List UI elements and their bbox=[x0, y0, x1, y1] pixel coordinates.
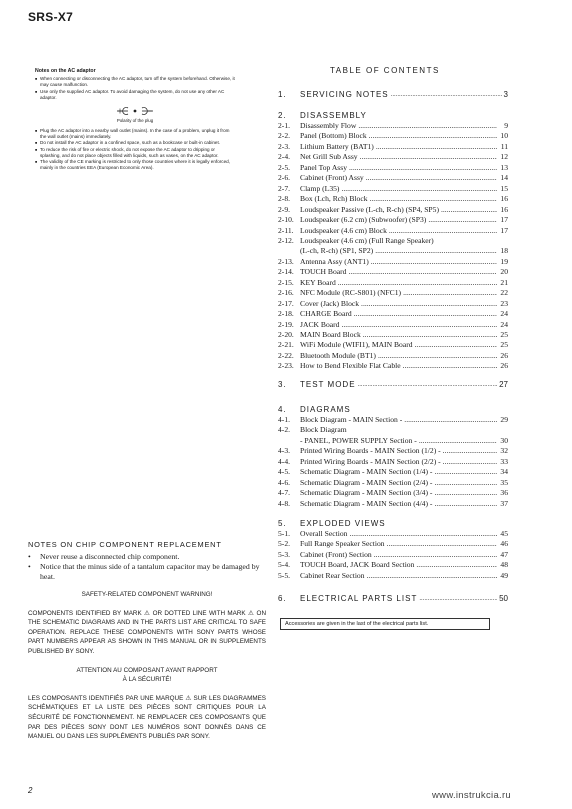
polarity-caption: Polarity of the plug bbox=[116, 117, 154, 123]
toc-num: 2-12. bbox=[278, 235, 294, 245]
ac-bullet: ■ When connecting or disconnecting the AC adaptor, turn off the system beforehand. Otherwise, it may cause malfunction. bbox=[35, 76, 235, 88]
toc-leader bbox=[387, 539, 497, 549]
toc-title-text: Net Grill Sub Assy bbox=[300, 152, 358, 162]
toc-row bbox=[278, 299, 508, 309]
toc-leader bbox=[349, 529, 497, 539]
toc-page: 3 bbox=[503, 90, 508, 99]
toc-leader bbox=[434, 499, 497, 509]
toc-page: 14 bbox=[500, 173, 508, 183]
toc-title-text: Antenna Assy (ANT1) bbox=[300, 256, 369, 266]
toc-num: 2-7. bbox=[278, 183, 291, 193]
toc-num: 5-1. bbox=[278, 529, 291, 538]
toc-title-text: CHARGE Board bbox=[300, 309, 352, 319]
toc-page: 13 bbox=[500, 162, 508, 172]
toc-row bbox=[278, 488, 508, 498]
toc-page: 18 bbox=[500, 246, 508, 256]
ac-bullets-bottom bbox=[35, 128, 235, 172]
toc-page: 48 bbox=[500, 560, 508, 570]
toc-page: 24 bbox=[500, 309, 508, 319]
toc-title-text: EXPLODED VIEWS bbox=[300, 519, 386, 528]
toc-page: 11 bbox=[500, 141, 508, 151]
toc-page: 16 bbox=[500, 194, 508, 204]
toc-leader bbox=[354, 309, 497, 319]
toc-num: 2-17. bbox=[278, 298, 294, 308]
toc-page: 36 bbox=[500, 488, 508, 498]
toc-page: 25 bbox=[500, 340, 508, 350]
toc-num: 4-7. bbox=[278, 488, 291, 498]
toc-num: 2-18. bbox=[278, 309, 294, 319]
toc-row bbox=[278, 309, 508, 319]
toc-title-text: Printed Wiring Boards - MAIN Section (1/2) - bbox=[300, 446, 441, 456]
toc-row bbox=[278, 142, 508, 152]
toc-page: 49 bbox=[500, 570, 508, 580]
toc-row bbox=[278, 111, 508, 121]
toc-title-text: Cabinet (Front) Assy bbox=[300, 173, 364, 183]
model-name: SRS-X7 bbox=[28, 10, 74, 24]
ac-bullet: ■ Use only the supplied AC adaptor. To avoid damaging the system, do not use any other AC adaptor. bbox=[35, 89, 235, 101]
toc-title-text: NFC Module (RC-S801) (NFC1) bbox=[300, 288, 402, 298]
toc-page: 26 bbox=[500, 361, 508, 371]
toc-page: 20 bbox=[500, 267, 508, 277]
toc-title-text: Bluetooth Module (BT1) bbox=[300, 350, 376, 360]
toc-leader bbox=[434, 488, 497, 498]
toc-title-text: Block Diagram bbox=[300, 425, 347, 435]
toc-title-text: Loudspeaker (4.6 cm) (Full Range Speaker) bbox=[300, 235, 434, 245]
toc-leader bbox=[416, 560, 497, 570]
toc-leader bbox=[404, 415, 497, 425]
toc-page: 35 bbox=[500, 477, 508, 487]
toc-leader bbox=[376, 142, 497, 152]
toc-title-text: Overall Section bbox=[300, 529, 348, 538]
toc-num: 5-2. bbox=[278, 539, 291, 549]
toc-page: 9 bbox=[504, 121, 508, 130]
toc-row bbox=[278, 131, 508, 141]
toc-title-text: Disassembly Flow bbox=[300, 121, 357, 130]
toc-page: 17 bbox=[500, 215, 508, 225]
toc-row bbox=[278, 184, 508, 194]
toc-title-text: Full Range Speaker Section bbox=[300, 539, 385, 549]
toc-row bbox=[278, 351, 508, 361]
toc-num: 4-2. bbox=[278, 425, 291, 435]
toc-row bbox=[278, 425, 508, 435]
toc-num: 2-3. bbox=[278, 141, 291, 151]
toc-num: 2-9. bbox=[278, 204, 291, 214]
toc-leader bbox=[434, 467, 497, 477]
chip-note-item: • Notice that the minus side of a tantalum capacitor may be damaged by heat. bbox=[28, 562, 266, 582]
toc-leader bbox=[403, 361, 497, 371]
toc-title-text: TOUCH Board, JACK Board Section bbox=[300, 560, 415, 570]
toc-title-text: Panel (Bottom) Block bbox=[300, 131, 367, 141]
toc-title-text: WiFi Module (WIFI1), MAIN Board bbox=[300, 340, 413, 350]
toc-title-text: Clamp (L35) bbox=[300, 183, 340, 193]
safety-french-title-2: À LA SÉCURITÉ! bbox=[122, 676, 172, 684]
toc-page: 24 bbox=[500, 319, 508, 329]
toc-row bbox=[278, 205, 508, 215]
toc-num: 4-1. bbox=[278, 415, 291, 424]
safety-french-title-1: ATTENTION AU COMPOSANT AYANT RAPPORT bbox=[76, 666, 218, 674]
ac-bullet: ■ The validity of the CE marking is restricted to only those countries where it is legally enforced, mainly in the countries EEA (European Economic Area). bbox=[35, 159, 235, 171]
toc-title-text: KEY Board bbox=[300, 277, 336, 287]
toc-row bbox=[278, 320, 508, 330]
toc-title-text: Schematic Diagram - MAIN Section (3/4) - bbox=[300, 488, 433, 498]
toc-leader bbox=[415, 340, 497, 350]
toc-leader bbox=[389, 226, 497, 236]
toc-row bbox=[278, 446, 508, 456]
toc-row bbox=[278, 236, 508, 246]
toc-title-text: How to Bend Flexible Flat Cable bbox=[300, 361, 401, 371]
toc-page: 30 bbox=[500, 435, 508, 445]
toc-row bbox=[278, 405, 508, 415]
toc-title-text: DIAGRAMS bbox=[300, 405, 351, 414]
chip-note-text: Notice that the minus side of a tantalum capacitor may be damaged by heat. bbox=[40, 562, 260, 581]
toc-title-text: Lithium Battery (BAT1) bbox=[300, 141, 374, 151]
toc-num: 5. bbox=[278, 519, 287, 528]
toc-leader bbox=[391, 90, 502, 100]
page-number: 2 bbox=[28, 786, 33, 795]
toc-title-text: Block Diagram - MAIN Section - bbox=[300, 415, 403, 424]
toc-page: 34 bbox=[500, 467, 508, 477]
toc-title-text: Schematic Diagram - MAIN Section (1/4) - bbox=[300, 467, 433, 477]
toc-leader bbox=[371, 257, 497, 267]
safety-warning bbox=[28, 590, 266, 751]
toc-num: 1. bbox=[278, 90, 287, 99]
toc-page: 16 bbox=[500, 204, 508, 214]
toc-page: 10 bbox=[500, 131, 508, 141]
toc-row bbox=[278, 278, 508, 288]
toc-title-text: Loudspeaker Passive (L-ch, R-ch) (SP4, SP5) bbox=[300, 204, 439, 214]
toc-page: 46 bbox=[500, 539, 508, 549]
ac-bullet: ■ Do not install the AC adaptor in a confined space, such as a bookcase or built-in cabinet. bbox=[35, 140, 235, 146]
toc-page: 47 bbox=[500, 549, 508, 559]
toc-num: 2-16. bbox=[278, 288, 294, 298]
toc-row bbox=[278, 215, 508, 225]
toc-leader bbox=[348, 267, 497, 277]
toc-num: 2-14. bbox=[278, 267, 294, 277]
toc-num: 2-23. bbox=[278, 361, 294, 371]
toc-leader bbox=[374, 550, 497, 560]
toc-row bbox=[278, 478, 508, 488]
toc-num: 2-4. bbox=[278, 152, 291, 162]
toc-title-text: (L-ch, R-ch) (SP1, SP2) bbox=[300, 246, 374, 256]
toc-num: 2-15. bbox=[278, 277, 294, 287]
chip-component-notes bbox=[28, 540, 266, 582]
toc-title-text: DISASSEMBLY bbox=[300, 111, 367, 120]
toc-num: 2-10. bbox=[278, 215, 294, 225]
toc-leader bbox=[341, 320, 497, 330]
toc-page: 50 bbox=[499, 594, 508, 603]
toc-row bbox=[278, 550, 508, 560]
toc-num: 4-5. bbox=[278, 467, 291, 477]
toc-title: TABLE OF CONTENTS bbox=[330, 66, 440, 75]
toc-title-text: Cabinet (Front) Section bbox=[300, 549, 372, 559]
toc-page: 32 bbox=[500, 446, 508, 456]
toc-row bbox=[278, 90, 508, 100]
toc-row bbox=[278, 539, 508, 549]
toc-page: 23 bbox=[500, 298, 508, 308]
safety-title: SAFETY-RELATED COMPONENT WARNING! bbox=[81, 591, 213, 598]
toc-leader bbox=[366, 173, 497, 183]
toc-page: 12 bbox=[500, 152, 508, 162]
toc-leader bbox=[403, 288, 497, 298]
toc-title-text: MAIN Board Block bbox=[300, 330, 361, 339]
ac-bullet: ■ To reduce the risk of fire or electric shock, do not expose the AC adaptor to dripping or splashing, and do not place objects filled with liquids, such as vases, on the AC adaptor. bbox=[35, 147, 235, 159]
toc-row bbox=[278, 267, 508, 277]
toc-row bbox=[278, 288, 508, 298]
toc-num: 2-5. bbox=[278, 162, 291, 172]
safety-french: LES COMPOSANTS IDENTIFIÉS PAR UNE MARQUE ⚠ SUR LES DIAGRAMMES SCHÉMATIQUES ET LA LISTE DES PIÈCES SONT CRITIQUES POUR LA SÉCURITÉ DE FONCTIONNEMENT. NE REMPLACER CES COMPOSANTS QUE PAR DES PIÈCES SONY DONT LES NUMÉROS SONT DONNÉS DANS CE MANUEL OU DANS LES SUPPLÉMENTS PUBLIÉS PAR SONY. bbox=[28, 694, 266, 741]
toc-title-text: TOUCH Board bbox=[300, 267, 347, 277]
plug-polarity-icon bbox=[115, 105, 155, 117]
toc-leader bbox=[367, 571, 497, 581]
toc-row bbox=[278, 499, 508, 509]
toc-leader bbox=[419, 436, 497, 446]
toc-page: 45 bbox=[500, 529, 508, 538]
toc-row bbox=[278, 380, 508, 390]
polarity-figure bbox=[35, 105, 235, 124]
toc-row bbox=[278, 257, 508, 267]
toc-num: 2-22. bbox=[278, 350, 294, 360]
toc-leader bbox=[338, 278, 497, 288]
toc-num: 2-6. bbox=[278, 173, 291, 183]
toc-num: 2-1. bbox=[278, 121, 291, 130]
toc-page: 19 bbox=[500, 256, 508, 266]
watermark: www.instrukcia.ru bbox=[432, 790, 512, 801]
toc-title-text: Loudspeaker (4.6 cm) Block bbox=[300, 225, 387, 235]
toc-title-text: ELECTRICAL PARTS LIST bbox=[300, 594, 418, 603]
toc-row bbox=[278, 436, 508, 446]
chip-note-item: • Never reuse a disconnected chip component. bbox=[28, 552, 180, 561]
toc-row bbox=[278, 361, 508, 371]
toc-title-text: - PANEL, POWER SUPPLY Section - bbox=[300, 435, 417, 445]
toc-num: 2-19. bbox=[278, 319, 294, 329]
accessories-note: Accessories are given in the last of the electrical parts list. bbox=[280, 618, 490, 630]
toc-row bbox=[278, 194, 508, 204]
toc-page: 15 bbox=[500, 183, 508, 193]
toc-row bbox=[278, 571, 508, 581]
toc-num: 2-11. bbox=[278, 225, 294, 235]
toc-page: 21 bbox=[500, 277, 508, 287]
toc-num: 2-2. bbox=[278, 131, 291, 141]
toc-num: 2-13. bbox=[278, 256, 294, 266]
toc-num: 4-8. bbox=[278, 498, 291, 508]
toc-leader bbox=[349, 163, 497, 173]
toc-page: 17 bbox=[500, 225, 508, 235]
toc-leader bbox=[369, 131, 497, 141]
toc-title-text: Box (Lch, Rch) Block bbox=[300, 194, 368, 204]
toc-page: 22 bbox=[500, 288, 508, 298]
toc-num: 4. bbox=[278, 405, 287, 414]
toc-row bbox=[278, 121, 508, 131]
toc-row bbox=[278, 226, 508, 236]
toc-row bbox=[278, 594, 508, 604]
toc-row bbox=[278, 340, 508, 350]
toc-row bbox=[278, 246, 508, 256]
toc-page: 27 bbox=[499, 380, 508, 389]
toc-num: 2. bbox=[278, 111, 287, 120]
toc-title-text: JACK Board bbox=[300, 319, 340, 329]
toc-leader bbox=[358, 380, 498, 390]
toc-num: 5-4. bbox=[278, 560, 291, 570]
toc-title-text: Cabinet Rear Section bbox=[300, 570, 365, 580]
toc-row bbox=[278, 173, 508, 183]
ac-adaptor-title: Notes on the AC adaptor bbox=[35, 68, 96, 74]
toc-num: 2-8. bbox=[278, 194, 291, 204]
toc-leader bbox=[370, 194, 498, 204]
toc-row bbox=[278, 519, 508, 529]
toc-leader bbox=[443, 446, 497, 456]
ac-adaptor-notes bbox=[35, 68, 235, 172]
toc-title-text: Schematic Diagram - MAIN Section (4/4) - bbox=[300, 498, 433, 508]
toc-leader bbox=[363, 330, 497, 340]
toc-title-text: Loudspeaker (6.2 cm) (Subwoofer) (SP3) bbox=[300, 215, 427, 225]
toc-title-text: Printed Wiring Boards - MAIN Section (2/2) - bbox=[300, 456, 441, 466]
toc-page: 37 bbox=[500, 498, 508, 508]
toc-leader bbox=[361, 299, 497, 309]
toc-leader bbox=[360, 152, 497, 162]
toc-num bbox=[278, 436, 300, 446]
toc-leader bbox=[443, 457, 497, 467]
toc-num: 4-3. bbox=[278, 446, 291, 456]
toc-page: 26 bbox=[500, 350, 508, 360]
chip-note-text: Never reuse a disconnected chip component. bbox=[40, 552, 180, 561]
toc-num: 4-4. bbox=[278, 456, 291, 466]
ac-bullet: ■ Plug the AC adaptor into a nearby wall outlet (mains). In the case of a problem, unplug it from the wall outlet (mains) immediately. bbox=[35, 128, 235, 140]
toc-num: 2-20. bbox=[278, 330, 294, 339]
toc-leader bbox=[358, 121, 497, 131]
safety-english: COMPONENTS IDENTIFIED BY MARK ⚠ OR DOTTED LINE WITH MARK ⚠ ON THE SCHEMATIC DIAGRAMS AND IN THE PARTS LIST ARE CRITICAL TO SAFE OPERATION. REPLACE THESE COMPONENTS WITH SONY PARTS WHOSE PART NUMBERS APPEAR AS SHOWN IN THIS MANUAL OR IN SUPPLEMENTS PUBLISHED BY SONY. bbox=[28, 609, 266, 655]
toc-leader bbox=[378, 351, 497, 361]
toc-row bbox=[278, 467, 508, 477]
toc-title-text: SERVICING NOTES bbox=[300, 90, 389, 99]
toc-row bbox=[278, 163, 508, 173]
toc-leader bbox=[428, 215, 497, 225]
toc-num: 5-5. bbox=[278, 570, 291, 580]
ac-bullets-top bbox=[35, 76, 235, 101]
toc-row bbox=[278, 415, 508, 425]
toc-leader bbox=[341, 184, 497, 194]
toc-leader bbox=[441, 205, 497, 215]
toc-page: 25 bbox=[500, 330, 508, 339]
toc-num: 3. bbox=[278, 380, 287, 389]
toc-leader bbox=[419, 594, 497, 604]
toc-page: 33 bbox=[500, 456, 508, 466]
toc-title-text: TEST MODE bbox=[300, 380, 356, 389]
toc-row bbox=[278, 330, 508, 340]
toc-leader bbox=[375, 246, 497, 256]
toc-row bbox=[278, 560, 508, 570]
toc-title-text: Panel Top Assy bbox=[300, 162, 348, 172]
toc-num: 2-21. bbox=[278, 340, 294, 350]
toc-row bbox=[278, 529, 508, 539]
toc-num: 4-6. bbox=[278, 477, 291, 487]
toc-row bbox=[278, 152, 508, 162]
toc-page: 29 bbox=[500, 415, 508, 424]
toc-leader bbox=[434, 478, 497, 488]
toc-num bbox=[278, 246, 300, 256]
chip-notes-title: NOTES ON CHIP COMPONENT REPLACEMENT bbox=[28, 540, 222, 549]
toc-row bbox=[278, 457, 508, 467]
toc-title-text: Cover (Jack) Block bbox=[300, 298, 360, 308]
toc-num: 5-3. bbox=[278, 549, 291, 559]
toc-title-text: Schematic Diagram - MAIN Section (2/4) - bbox=[300, 477, 433, 487]
toc-num: 6. bbox=[278, 594, 287, 603]
